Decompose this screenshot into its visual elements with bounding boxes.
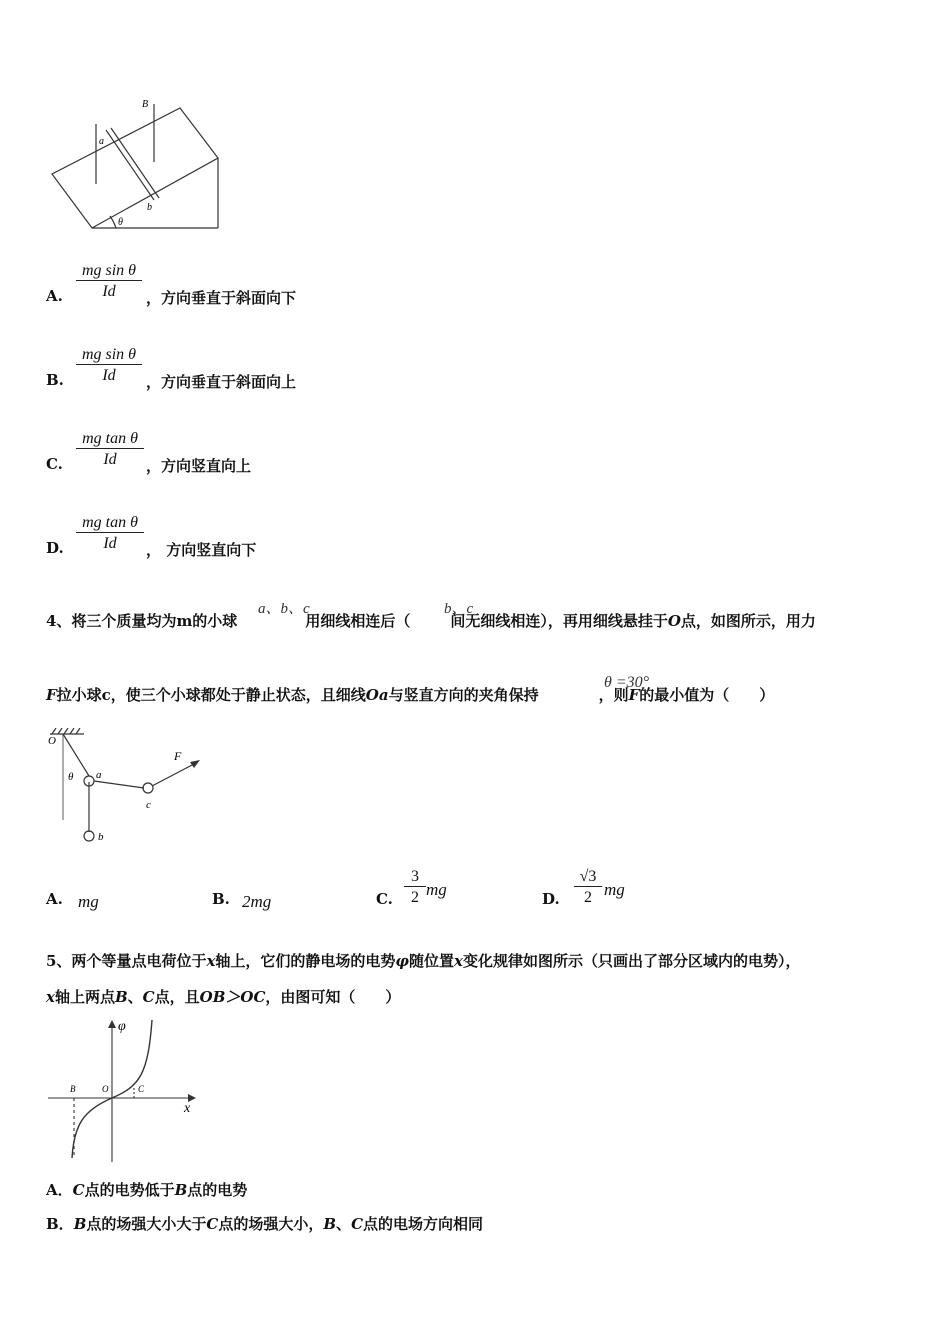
option-text: ，方向竖直向上	[146, 457, 252, 475]
q5-stem-line2: x轴上两点B、C点，且OB＞OC，由图可知（ ）	[46, 988, 401, 1006]
option-letter: C.	[376, 890, 393, 908]
q5-fig-C: C	[138, 1084, 145, 1094]
option-tail: mg	[426, 880, 447, 899]
option-text: ， 方向竖直向下	[146, 541, 257, 559]
q4-fig-a: a	[96, 769, 102, 781]
option-value: 2mg	[242, 892, 272, 911]
fig1-label-B: B	[142, 99, 149, 110]
q5-fig-x: x	[184, 1101, 191, 1116]
option-letter: D.	[542, 890, 560, 908]
fig1-label-b: b	[147, 202, 152, 213]
q5-figure	[44, 1014, 204, 1164]
option-fraction: $\frac{\text{mg sin θ}}{Id}$	[76, 262, 142, 301]
option-fraction: $\frac{\text{mg tan θ}}{Id}$	[76, 514, 144, 553]
option-letter: C.	[46, 455, 63, 473]
option-fraction: $\frac{\text{mg sin θ}}{Id}$	[76, 346, 142, 385]
q4-fig-F: F	[174, 749, 182, 763]
option-letter: B.	[46, 371, 64, 389]
q4-fig-b: b	[98, 831, 104, 843]
q4-abc-math: a、b、c	[258, 601, 310, 617]
option-tail: mg	[604, 880, 625, 899]
option-letter: A.	[46, 287, 63, 305]
fig1-label-a: a	[99, 136, 104, 147]
q4-fig-c: c	[146, 799, 151, 811]
option-text: ，方向垂直于斜面向上	[146, 373, 297, 391]
option-letter: D.	[46, 539, 64, 557]
option-text: ，方向垂直于斜面向下	[146, 289, 297, 307]
option-value: mg	[78, 892, 99, 911]
option-letter: A.	[46, 890, 63, 908]
option-fraction: $\frac{√3}{2}$	[574, 868, 602, 907]
q4-fig-O: O	[48, 735, 56, 747]
q5-stem-line1: 5、两个等量点电荷位于x轴上，它们的静电场的电势φ随位置x变化规律如图所示（只画出了部分区域内的电势），	[46, 952, 801, 970]
q4-figure	[44, 728, 214, 848]
q5-option-b[interactable]: B．B点的场强大小大于C点的场强大小，B、C点的电场方向相同	[46, 1215, 484, 1233]
fig1-label-theta: θ	[118, 217, 123, 228]
q4-theta-math: θ =30°	[604, 674, 650, 691]
q4-stem-line2: F拉小球c，使三个小球都处于静止状态，且细线Oa与竖直方向的夹角保持 ，则F的最小值为（ ）	[46, 686, 775, 704]
q4-fig-theta: θ	[68, 771, 74, 783]
q4-stem-line1: 4、将三个质量均为m的小球 用细线相连后（ 间无细线相连），再用细线悬挂于O点，如图所示，用力	[46, 612, 816, 630]
option-letter: B.	[212, 890, 230, 908]
q5-fig-O: O	[102, 1084, 109, 1094]
q5-option-a[interactable]: A．C点的电势低于B点的电势	[46, 1181, 248, 1199]
q4-bc-math: b、c	[444, 601, 474, 617]
q5-fig-phi: φ	[118, 1019, 126, 1034]
q5-fig-B: B	[70, 1084, 76, 1094]
incline-figure	[40, 92, 240, 237]
option-fraction: $\frac{\text{mg tan θ}}{Id}$	[76, 430, 144, 469]
option-fraction: $\frac{3}{2}$	[404, 868, 426, 907]
